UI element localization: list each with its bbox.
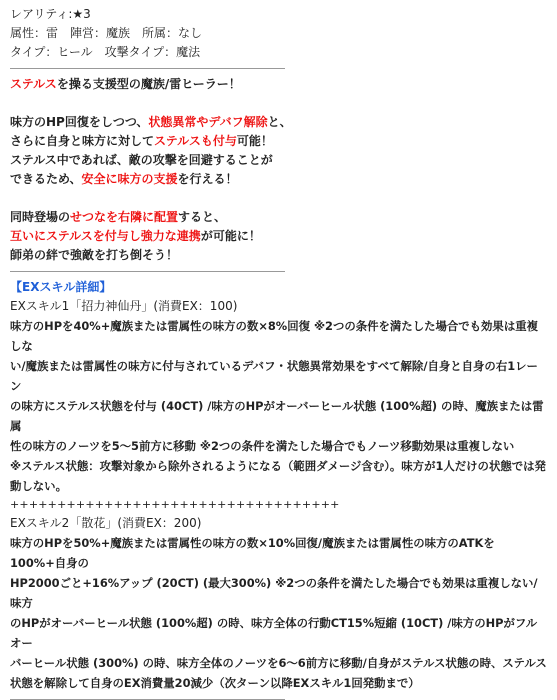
highlight: 状態異常やデバフ解除 [148, 115, 268, 129]
ex-skill2-line1: 味方のHPを50%+魔族または雷属性の味方の数×10%回復/魔族または雷属性の味方のATKを100%+自身の [10, 536, 495, 570]
ex-skill1-line2: い/魔族または雷属性の味方に付与されているデバフ・状態異常効果をすべて解除/自身と自身の右1レーン [10, 359, 538, 393]
para1-line3: ステルス中であれば、敵の攻撃を回避することが [10, 153, 273, 167]
ex-skill1-line6: 動しない。 [10, 479, 67, 493]
rarity-line: レアリティ:★3 [10, 7, 91, 21]
divider [10, 271, 285, 272]
para2-line1 [10, 208, 547, 227]
para1-line4 [10, 170, 547, 189]
intro-line [10, 75, 547, 94]
text: 同時登場の [10, 210, 71, 224]
highlight: ステルスも付与 [154, 134, 237, 148]
ex-skill2-line3: のHPがオーバーヒール状態 (100%超) の時、味方全体の行動CT15%短縮 (10CT) /味方のHPがフルオー [10, 616, 538, 650]
text: と、 [267, 115, 292, 129]
ex-skill2-title: EXスキル2「散花」(消費EX：200) [10, 516, 202, 530]
text: を行える！ [177, 172, 238, 186]
text: さらに自身と味方に対して [10, 134, 155, 148]
text: 味方のHP回復をしつつ、 [10, 115, 149, 129]
para2-line3: 師弟の絆で強敵を打ち倒そう！ [10, 248, 179, 262]
ex-skill1-line3: の味方にステルス状態を付与 (40CT) /味方のHPがオーバーヒール状態 (100%超) の時、魔族または雷属 [10, 399, 544, 433]
spacer [10, 94, 547, 113]
para2-line2 [10, 227, 547, 246]
ex-skill-heading: 【EXスキル詳細】 [10, 280, 112, 294]
ex-skill2-line2: HP2000ごと+16%アップ (20CT) (最大300%) ※2つの条件を満たした場合でも効果は重複しない/味方 [10, 576, 538, 610]
text: できるため、 [10, 172, 82, 186]
text: 可能！ [236, 134, 273, 148]
ex-skill1-line1: 味方のHPを40%+魔族または雷属性の味方の数×8%回復 ※2つの条件を満たした場合でも効果は重複しな [10, 319, 538, 353]
ex-skill2-line5: 状態を解除して自身のEX消費量20減少（次ターン以降EXスキル1回発動まで） [10, 676, 420, 690]
para1-line1 [10, 113, 547, 132]
text: が可能に！ [200, 229, 261, 243]
ex-skill1-line5: ※ステルス状態：攻撃対象から除外されるようになる（範囲ダメージ含む）。味方が1人だけの状態では発 [10, 459, 546, 473]
spacer [10, 189, 547, 208]
intro-text: を操る支援型の魔族/雷ヒーラー！ [56, 77, 241, 91]
text: すると、 [178, 210, 227, 224]
divider [10, 68, 285, 69]
ex-skill2-line4: バーヒール状態 (300%) の時、味方全体のノーツを6～6前方に移動/自身がステルス状態の時、ステルス [10, 656, 547, 670]
separator-line: +++++++++++++++++++++++++++++++++++ [10, 498, 340, 511]
types-line: タイプ：ヒール 攻撃タイプ：魔法 [10, 45, 201, 59]
highlight: 互いにステルスを付与し強力な連携 [10, 229, 201, 243]
ex-skill1-title: EXスキル1「招力神仙丹」(消費EX：100) [10, 299, 238, 313]
para1-line2 [10, 132, 547, 151]
highlight: せつなを右隣に配置 [70, 210, 179, 224]
highlight: 安全に味方の支援 [81, 172, 178, 186]
stealth-highlight: ステルス [10, 77, 57, 91]
ex-skill1-line4: 性の味方のノーツを5～5前方に移動 ※2つの条件を満たした場合でもノーツ移動効果は重複しない [10, 439, 515, 453]
attributes-line: 属性：雷 陣営：魔族 所属：なし [10, 26, 203, 40]
